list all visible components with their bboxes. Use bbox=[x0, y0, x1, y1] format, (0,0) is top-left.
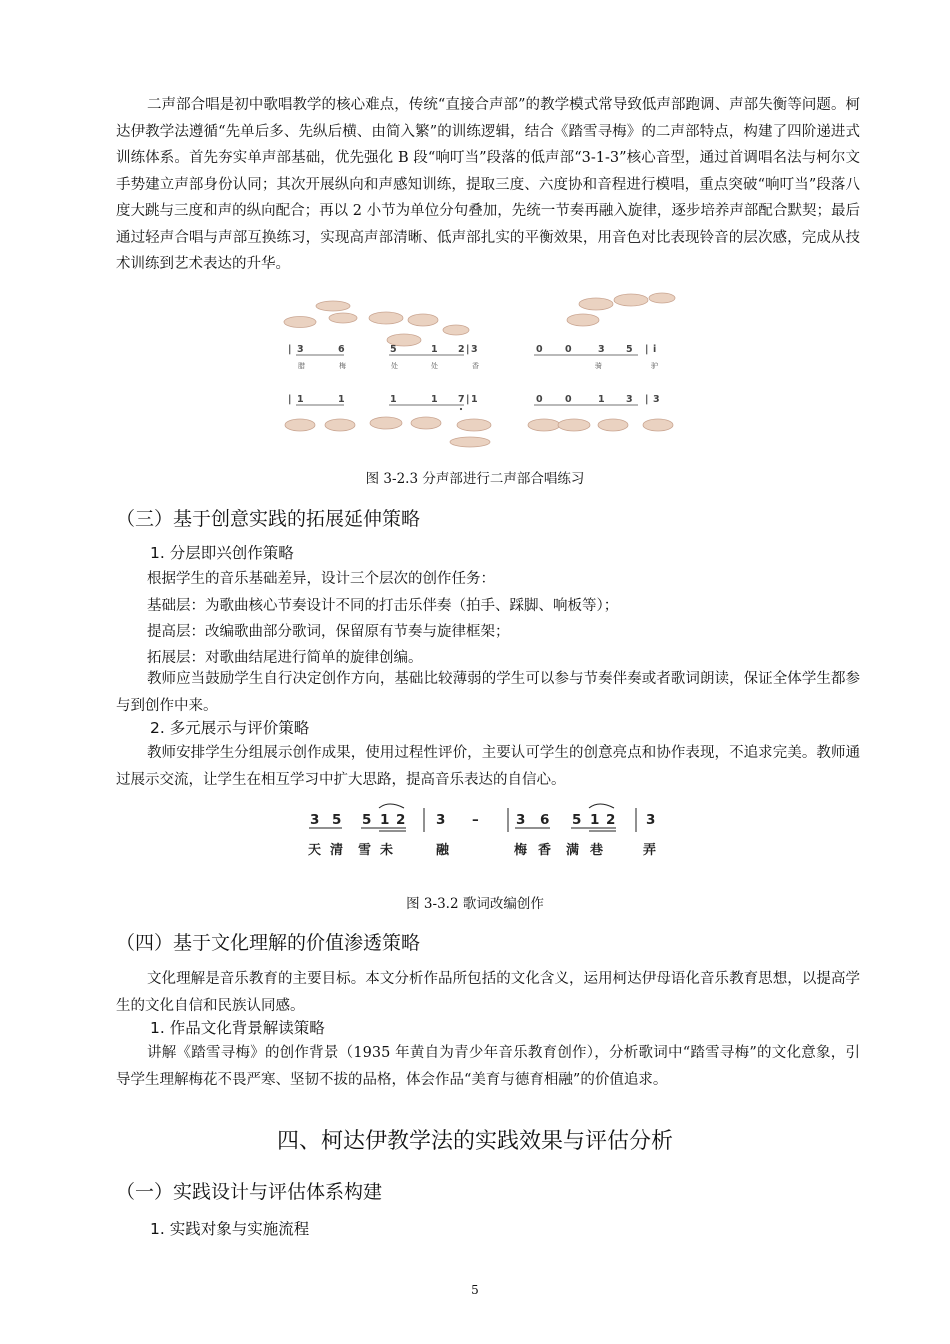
svg-text:5: 5 bbox=[332, 812, 342, 828]
svg-text:|: | bbox=[288, 394, 292, 405]
svg-text:弄: 弄 bbox=[643, 843, 657, 858]
section4-sub1-paragraph: 讲解《踏雪寻梅》的创作背景（1935 年黄自为青少年音乐教育创作），分析歌词中“踏雪寻梅”的文化意象，引导学生理解梅花不畏严寒、坚韧不拔的品格，体会作品“美育与德育相融”的价值追求。 bbox=[116, 1045, 860, 1088]
svg-text:5: 5 bbox=[572, 812, 582, 828]
section4-sub1-heading: 1. 作品文化背景解读策略 bbox=[150, 1019, 325, 1037]
level-improve: 提高层：改编歌曲部分歌词，保留原有节奏与旋律框架； bbox=[147, 624, 510, 640]
svg-text:3: 3 bbox=[436, 812, 446, 828]
svg-text:–: – bbox=[472, 812, 479, 828]
section3-sub1-heading: 1. 分层即兴创作策略 bbox=[150, 544, 294, 562]
svg-text:1: 1 bbox=[380, 812, 390, 828]
svg-text:3: 3 bbox=[598, 344, 605, 355]
svg-text:1: 1 bbox=[390, 394, 397, 405]
svg-text:6: 6 bbox=[338, 344, 345, 355]
svg-text:1: 1 bbox=[338, 394, 345, 405]
svg-text:3: 3 bbox=[646, 812, 656, 828]
svg-text:i: i bbox=[653, 344, 657, 355]
svg-text:3: 3 bbox=[310, 812, 320, 828]
svg-text:未: 未 bbox=[380, 843, 394, 858]
svg-text:1: 1 bbox=[590, 812, 600, 828]
svg-text:0: 0 bbox=[565, 344, 572, 355]
figure1-caption: 图 3-2.3 分声部进行二声部合唱练习 bbox=[365, 471, 585, 487]
svg-text:1: 1 bbox=[598, 394, 605, 405]
chapter4-sub-heading: （一）实践设计与评估体系构建 bbox=[116, 1181, 383, 1203]
section4-heading: （四）基于文化理解的价值渗透策略 bbox=[116, 932, 421, 954]
svg-text:3: 3 bbox=[626, 394, 633, 405]
svg-text:2: 2 bbox=[396, 812, 406, 828]
svg-text:7: 7 bbox=[458, 394, 465, 405]
figure2-caption: 图 3-3.2 歌词改编创作 bbox=[406, 896, 544, 912]
svg-text:1: 1 bbox=[471, 394, 478, 405]
svg-text:|: | bbox=[645, 394, 649, 405]
figure-lyric-notation bbox=[300, 796, 680, 866]
svg-text:|: | bbox=[466, 344, 470, 355]
svg-text:3: 3 bbox=[471, 344, 478, 355]
hand-sign-icons-upper bbox=[284, 293, 675, 346]
svg-text:天: 天 bbox=[308, 843, 322, 858]
svg-text:|: | bbox=[288, 344, 292, 355]
svg-text:1: 1 bbox=[431, 394, 438, 405]
section3-sub2-heading: 2. 多元展示与评价策略 bbox=[150, 719, 310, 737]
svg-text:0: 0 bbox=[536, 394, 543, 405]
section3-sub2-paragraph: 教师安排学生分组展示创作成果，使用过程性评价，主要认可学生的创意亮点和协作表现，不追求完美。教师通过展示交流，让学生在相互学习中扩大思路，提高音乐表达的自信心。 bbox=[116, 745, 860, 788]
svg-text:3: 3 bbox=[516, 812, 526, 828]
svg-text:驴: 驴 bbox=[651, 362, 658, 370]
chapter4-item1: 1. 实践对象与实施流程 bbox=[150, 1220, 310, 1238]
svg-text:2: 2 bbox=[606, 812, 616, 828]
svg-text:骑: 骑 bbox=[595, 362, 602, 370]
figure-two-part-notation bbox=[278, 290, 678, 450]
section3-sub1-paragraph: 教师应当鼓励学生自行决定创作方向，基础比较薄弱的学生可以参与节奏伴奏或者歌词朗读，保证全体学生都参与到创作中来。 bbox=[116, 671, 860, 714]
hand-sign-icons-lower bbox=[285, 417, 673, 447]
chapter4-heading: 四、柯达伊教学法的实践效果与评估分析 bbox=[276, 1129, 673, 1154]
svg-text:1: 1 bbox=[297, 394, 304, 405]
svg-text:融: 融 bbox=[436, 843, 450, 858]
svg-text:0: 0 bbox=[536, 344, 543, 355]
svg-text:5: 5 bbox=[362, 812, 372, 828]
section4-paragraph: 文化理解是音乐教育的主要目标。本文分析作品所包括的文化含义，运用柯达伊母语化音乐教育思想，以提高学生的文化自信和民族认同感。 bbox=[116, 971, 860, 1014]
svg-text:3: 3 bbox=[653, 394, 660, 405]
svg-text:5: 5 bbox=[390, 344, 397, 355]
section3-sub1-intro: 根据学生的音乐基础差异，设计三个层次的创作任务： bbox=[147, 571, 495, 587]
svg-text:腊: 腊 bbox=[298, 362, 305, 370]
svg-text:巷: 巷 bbox=[590, 843, 604, 858]
svg-text:3: 3 bbox=[297, 344, 304, 355]
svg-text:处: 处 bbox=[431, 362, 438, 370]
svg-text:6: 6 bbox=[540, 812, 550, 828]
svg-text:5: 5 bbox=[626, 344, 633, 355]
svg-text:2: 2 bbox=[458, 344, 465, 355]
svg-text:0: 0 bbox=[565, 394, 572, 405]
svg-text:满: 满 bbox=[566, 843, 580, 858]
svg-text:梅: 梅 bbox=[339, 362, 346, 370]
svg-text:|: | bbox=[466, 394, 470, 405]
svg-text:1: 1 bbox=[431, 344, 438, 355]
section3-heading: （三）基于创意实践的拓展延伸策略 bbox=[116, 508, 421, 530]
svg-text:|: | bbox=[645, 344, 649, 355]
level-extend: 拓展层：对歌曲结尾进行简单的旋律创编。 bbox=[147, 650, 423, 666]
level-basic: 基础层：为歌曲核心节奏设计不同的打击乐伴奏（拍手、踩脚、响板等）； bbox=[147, 598, 619, 614]
svg-text:香: 香 bbox=[538, 843, 552, 858]
svg-text:处: 处 bbox=[391, 362, 398, 370]
page-number: 5 bbox=[471, 1283, 479, 1297]
svg-text:清: 清 bbox=[330, 843, 344, 858]
svg-text:雪: 雪 bbox=[358, 843, 372, 858]
svg-text:香: 香 bbox=[472, 362, 479, 370]
intro-paragraph: 二声部合唱是初中歌唱教学的核心难点，传统“直接合声部”的教学模式常导致低声部跑调、声部失衡等问题。柯达伊教学法遵循“先单后多、先纵后横、由简入繁”的训练逻辑，结合《踏雪寻梅》的二声部特点，构建了四阶递进式训练体系。首先夯实单声部基础，优先强化 B 段“响叮当”段落的低声部“3-1-3”核心音型，通过首调唱名法与柯尔文手势建立声部身份认同；其次开展纵向和声感知训练，提取三度、六度协和音程进行模唱，重点突破“响叮当”段落八度大跳与三度和声的纵向配合；再以 2 小节为单位分句叠加，先统一节奏再融入旋律，逐步培养声部配合默契；最后通过轻声合唱与声部互换练习，实现高声部清晰、低声部扎实的平衡效果，用音色对比表现铃音的层次感，完成从技术训练到艺术表达的升华。 bbox=[116, 97, 860, 272]
svg-text:梅: 梅 bbox=[514, 843, 528, 858]
